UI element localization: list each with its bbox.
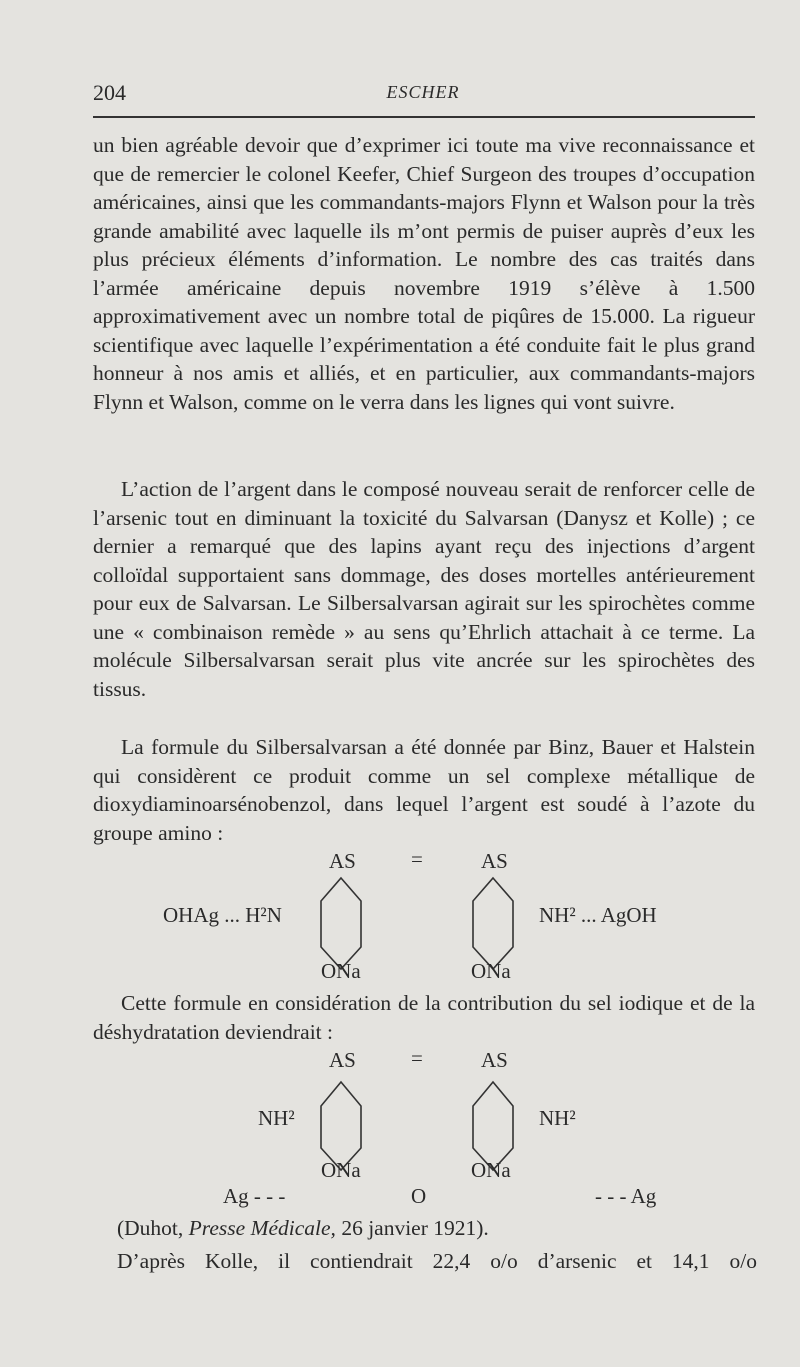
citation-journal: Presse Médicale, [188,1216,336,1240]
formula2-as-right: AS [481,1048,508,1072]
formula2-nh-right: NH² [539,1106,576,1130]
last-line: D’après Kolle, il contiendrait 22,4 o/o d’arsenic et 14,1 o/o [117,1249,757,1273]
formula2-ag-right: - - - Ag [595,1184,657,1208]
formula2-double-bond: = [411,1046,423,1070]
formula1-ona-right: ONa [471,959,511,983]
formula1-left-group: OHAg ... H²N [163,903,282,927]
formula1-right-group: NH² ... AgOH [539,903,657,927]
formula1-as-right: AS [481,849,508,873]
formula2-ona-right: ONa [471,1158,511,1182]
citation-open: (Duhot, [117,1216,189,1240]
citation [117,1214,757,1242]
benzene-ring-right [473,878,513,969]
formula1-double-bond: = [411,847,423,871]
paragraph-4: Cette formule en considération de la contribution du sel iodique et de la déshydratation deviendrait : [93,991,755,1044]
formula-silbersalvarsan [93,845,755,985]
formula2-ag-left: Ag - - - [223,1184,286,1208]
benzene-ring-right-2 [473,1082,513,1170]
formula2-ona-left: ONa [321,1158,361,1182]
running-head: ESCHER [386,82,460,102]
citation-rest: 26 janvier 1921). [335,1216,489,1240]
formula1-ona-left: ONa [321,959,361,983]
page-number: 204 [93,80,126,105]
benzene-ring-left-2 [321,1082,361,1170]
paragraph-1: un bien agréable devoir que d’exprimer ici toute ma vive reconnaissance et que de remercier le colonel Keefer, Chief Surgeon des troupes d’occupation américaines, ainsi que les commandants-majors Flynn et Walson pour la très grande amabilité avec laquelle ils m’ont permis de puiser auprès d’eux les plus précieux éléments d’information. Le nombre des cas traités dans l’armée américaine depuis novembre 1919 s’élève à 1.500 approximativement avec un nombre total de piqûres de 15.000. La rigueur scientifique avec laquelle l’expérimentation a été conduite fait le plus grand honneur à nos amis et alliés, et en particulier, aux commandants-majors Flynn et Walson, comme on le verra dans les lignes qui vont suivre. [93,133,755,414]
formula2-nh-left: NH² [258,1106,295,1130]
formula2-oxygen: O [411,1184,427,1208]
header-rule [93,116,755,118]
formula1-as-left: AS [329,849,356,873]
formula2-as-left: AS [329,1048,356,1072]
paragraph-2: L’action de l’argent dans le composé nouveau serait de renforcer celle de l’arsenic tout en diminuant la toxicité du Salvarsan (Danysz et Kolle) ; ce dernier a remarqué que des lapins ayant reçu des injections d’argent colloïdal supportaient sans dommage, des doses mortelles antérieurement pour eux de Salvarsan. Le Silbersalvarsan agirait sur les spirochètes comme une « combinaison remède » au sens qu’Ehrlich attachait à ce terme. La molécule Silbersalvarsan serait plus vite ancrée sur les spirochètes des tissus. [93,477,755,701]
benzene-ring-left [321,878,361,969]
page-header [93,80,753,110]
paragraph-3: La formule du Silbersalvarsan a été donnée par Binz, Bauer et Halstein qui considèrent ce produit comme un sel complexe métallique de dioxydiaminoarsénobenzol, dans lequel l’argent est soudé à l’azote du groupe amino : [93,735,755,845]
formula-deshydratee [93,1044,755,1214]
